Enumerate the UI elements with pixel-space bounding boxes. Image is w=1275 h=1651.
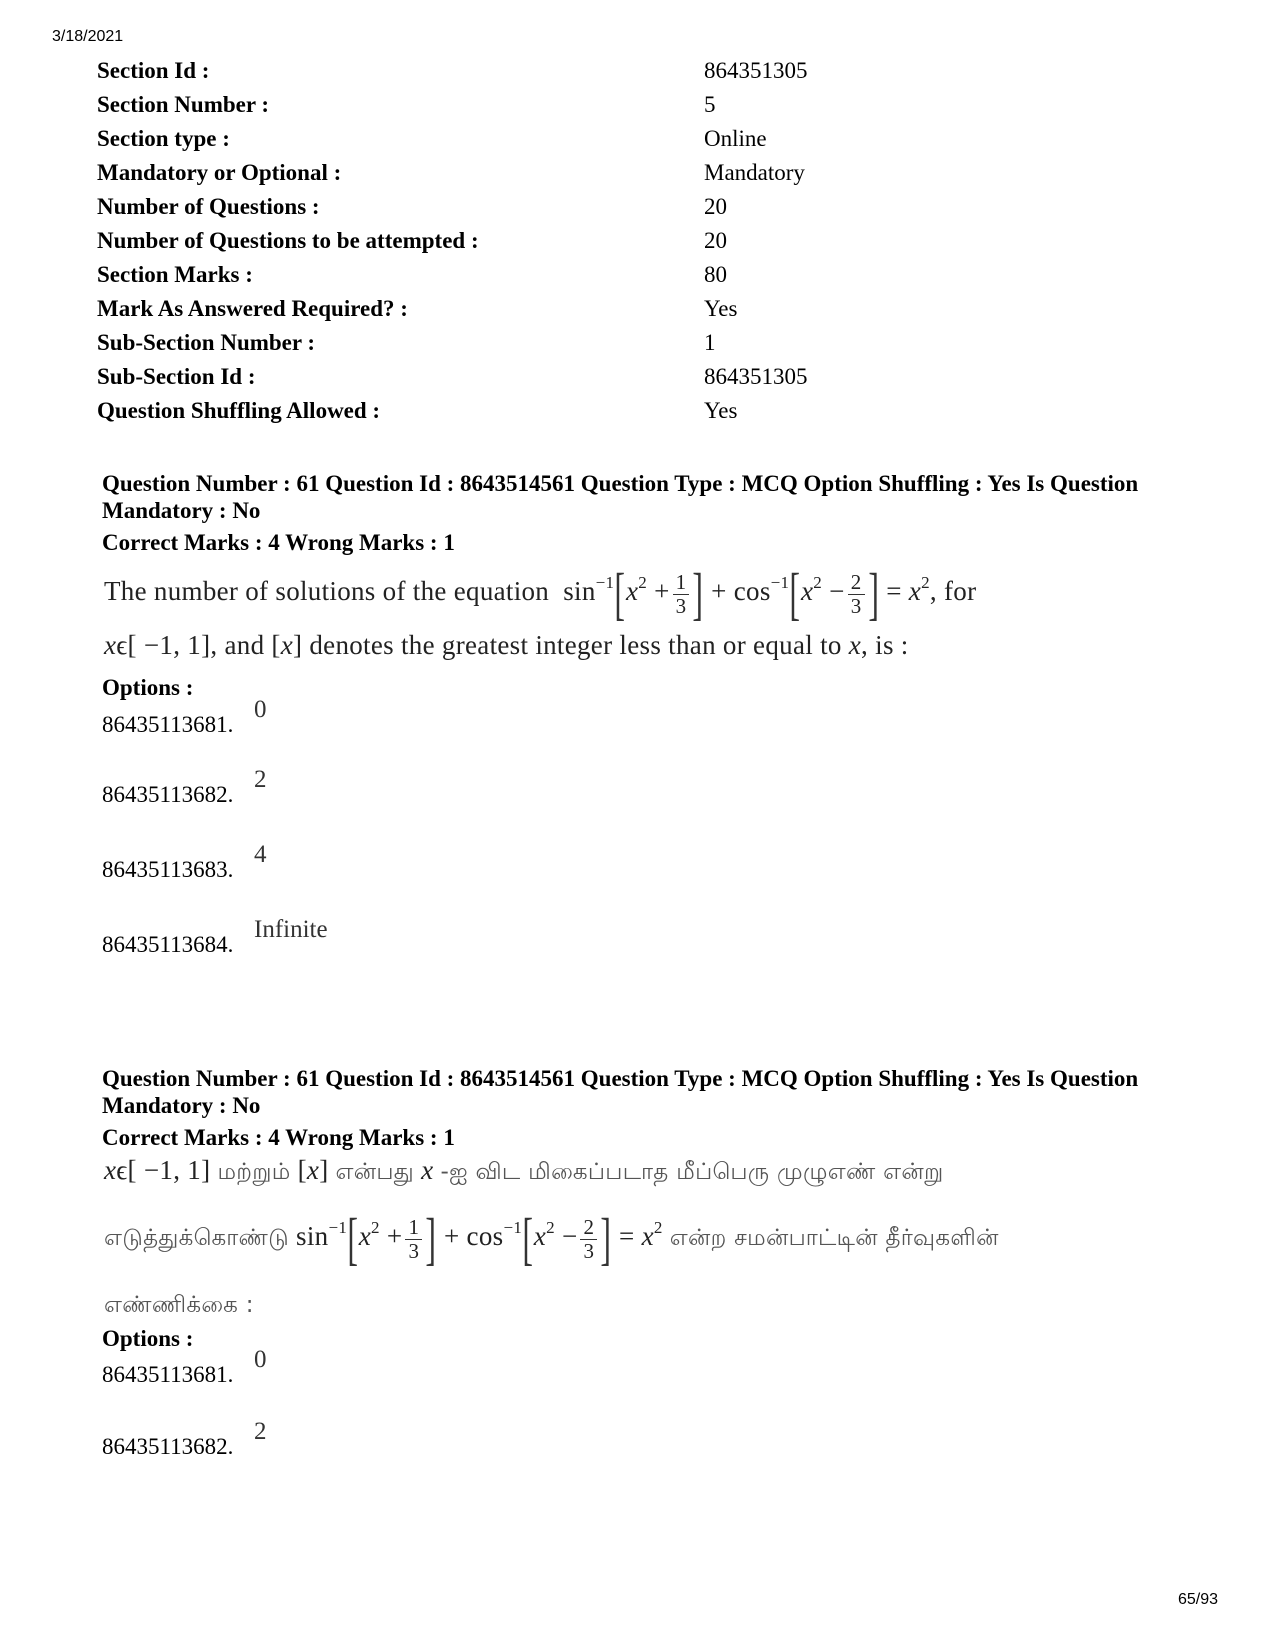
- math-bracket: ]: [600, 1206, 612, 1271]
- info-row-mark-answered: [97, 292, 857, 326]
- tamil-text: என்ற சமன்பாட்டின் தீர்வுகளின்: [669, 1225, 999, 1252]
- question-marks: Correct Marks : 4 Wrong Marks : 1: [102, 1125, 455, 1150]
- math-x: x: [641, 1221, 654, 1252]
- tamil-text-line-3: [104, 1288, 254, 1321]
- question-marks: Correct Marks : 4 Wrong Marks : 1: [102, 530, 455, 555]
- option-value: 2: [254, 766, 267, 793]
- math-x: x: [306, 1155, 320, 1185]
- info-label: Mandatory or Optional :: [97, 160, 342, 185]
- tamil-text-line-1: xϵ[ −1, 1] மற்றும் [x] என்பது x -ஐ விட மிகைப்படாத மீப்பெரு முழுஎண் என்று: [104, 1155, 944, 1185]
- math-numerator: 1: [405, 1216, 422, 1240]
- math-numerator: 2: [848, 571, 865, 595]
- info-row-num-attempt: [97, 224, 857, 258]
- option-id: 86435113683.: [102, 857, 234, 882]
- question-text: ] denotes the greatest integer less than or equal to: [293, 630, 842, 660]
- info-row-section-number: [97, 88, 857, 122]
- math-element-of: ϵ: [116, 630, 128, 660]
- tamil-text-line-2: [104, 1206, 999, 1271]
- option-item: [102, 1346, 267, 1388]
- math-bracket: ]: [425, 1206, 437, 1271]
- question-text: , for: [929, 576, 977, 607]
- math-denominator: 3: [408, 1238, 420, 1263]
- info-row-num-questions: [97, 190, 857, 224]
- tamil-text: என்பது: [335, 1159, 415, 1185]
- math-cos: cos: [733, 576, 771, 607]
- option-value: 0: [254, 1346, 267, 1373]
- info-label: Section Marks :: [97, 262, 253, 287]
- options-label: Options :: [102, 675, 194, 700]
- math-numerator: 2: [580, 1216, 597, 1240]
- math-fraction: [580, 1216, 597, 1263]
- info-row-subsection-number: [97, 326, 857, 360]
- info-row-section-id: [97, 54, 857, 88]
- math-x: x: [104, 1155, 117, 1185]
- question-header: Question Number : 61 Question Id : 8643514561 Question Type : MCQ Option Shuffling : Yes Is Question Mandatory : No: [102, 1066, 1139, 1118]
- math-square: 2: [371, 1218, 380, 1238]
- info-label: Question Shuffling Allowed :: [97, 398, 381, 423]
- math-cos: cos: [466, 1221, 504, 1252]
- math-denominator: 3: [675, 593, 687, 618]
- option-id: 86435113682.: [102, 782, 234, 807]
- info-value: Yes: [704, 296, 738, 321]
- info-value: 80: [704, 262, 727, 287]
- math-x: x: [625, 576, 639, 607]
- info-value: Mandatory: [704, 160, 805, 185]
- math-x: x: [848, 630, 862, 660]
- math-sin: sin: [296, 1221, 329, 1252]
- math-fraction: [405, 1216, 422, 1263]
- option-item: [102, 766, 267, 808]
- info-value: 20: [704, 194, 727, 219]
- info-label: Section Id :: [97, 58, 210, 83]
- math-inverse: −1: [770, 573, 790, 593]
- math-bracket: ]: [867, 561, 879, 626]
- math-bracket: ]: [692, 561, 704, 626]
- info-label: Number of Questions :: [97, 194, 320, 219]
- math-denominator: 3: [583, 1238, 595, 1263]
- page-number: 65/93: [1178, 1591, 1219, 1608]
- math-sin: sin: [563, 576, 596, 607]
- math-square: 2: [638, 573, 648, 593]
- info-row-mandatory: [97, 156, 857, 190]
- info-value: 1: [704, 330, 716, 355]
- info-label: Sub-Section Id :: [97, 364, 256, 389]
- section-info-table: [97, 54, 857, 428]
- math-square: 2: [546, 1218, 555, 1238]
- tamil-text: -ஐ விட மிகைப்படாத மீப்பெரு முழுஎண் என்று: [440, 1159, 944, 1185]
- question-text-line-1: [104, 561, 977, 626]
- info-row-shuffling: [97, 394, 857, 428]
- math-plus: +: [386, 1221, 403, 1252]
- question-header: Question Number : 61 Question Id : 8643514561 Question Type : MCQ Option Shuffling : Yes Is Question Mandatory : No: [102, 471, 1139, 523]
- math-minus: −: [829, 576, 845, 607]
- math-fraction: [673, 571, 690, 618]
- tamil-text: மற்றும்: [217, 1159, 291, 1185]
- math-denominator: 3: [850, 593, 862, 618]
- math-square: 2: [813, 573, 823, 593]
- math-bracket: [: [789, 561, 801, 626]
- option-item: [102, 1418, 267, 1460]
- math-x: x: [908, 576, 922, 607]
- math-x: x: [421, 1155, 434, 1185]
- question-text: [ −1, 1], and [: [127, 630, 281, 660]
- option-item: [102, 916, 328, 958]
- math-inverse: −1: [595, 573, 615, 593]
- question-text: The number of solutions of the equation: [104, 576, 550, 607]
- math-bracket: [: [614, 561, 626, 626]
- question-text: , is :: [861, 630, 909, 660]
- info-label: Sub-Section Number :: [97, 330, 316, 355]
- option-id: 86435113682.: [102, 1434, 234, 1459]
- tamil-text: எடுத்துக்கொண்டு: [104, 1225, 289, 1252]
- math-x: x: [358, 1221, 372, 1252]
- math-square: 2: [921, 573, 930, 593]
- math-plus: +: [654, 576, 670, 607]
- info-value: Yes: [704, 398, 738, 423]
- info-value: 864351305: [704, 58, 808, 83]
- option-id: 86435113681.: [102, 712, 234, 737]
- math-x: x: [800, 576, 814, 607]
- option-item: [102, 696, 267, 738]
- info-row-subsection-id: [97, 360, 857, 394]
- math-element-of: ϵ: [116, 1155, 128, 1185]
- math-inverse: −1: [328, 1218, 348, 1238]
- math-x: x: [104, 630, 117, 660]
- print-date: 3/18/2021: [52, 28, 124, 45]
- info-label: Section type :: [97, 126, 230, 151]
- math-inverse: −1: [503, 1218, 523, 1238]
- info-value: 864351305: [704, 364, 808, 389]
- option-value: Infinite: [254, 916, 328, 943]
- math-plus: +: [711, 576, 727, 607]
- math-numerator: 1: [673, 571, 690, 595]
- math-plus: +: [443, 1221, 460, 1252]
- info-value: 20: [704, 228, 727, 253]
- info-label: Section Number :: [97, 92, 270, 117]
- question-text-line-2: [104, 630, 909, 661]
- option-id: 86435113684.: [102, 932, 234, 957]
- options-label: Options :: [102, 1326, 194, 1351]
- math-interval: [ −1, 1]: [127, 1155, 211, 1185]
- math-equals: =: [618, 1221, 635, 1252]
- math-fraction: [848, 571, 865, 618]
- option-value: 0: [254, 696, 267, 723]
- option-value: 2: [254, 1418, 267, 1445]
- tamil-text: எண்ணிக்கை :: [104, 1292, 254, 1318]
- math-x: x: [533, 1221, 547, 1252]
- info-label: Mark As Answered Required? :: [97, 296, 408, 321]
- option-value: 4: [254, 841, 267, 868]
- option-item: [102, 841, 267, 883]
- math-square: 2: [653, 1218, 663, 1238]
- info-row-section-type: [97, 122, 857, 156]
- info-label: Number of Questions to be attempted :: [97, 228, 479, 253]
- math-bracket: [: [347, 1206, 359, 1271]
- info-value: 5: [704, 92, 716, 117]
- math-equals: =: [886, 576, 902, 607]
- math-x: x: [280, 630, 294, 660]
- math-bracket: [: [522, 1206, 534, 1271]
- info-row-section-marks: [97, 258, 857, 292]
- option-id: 86435113681.: [102, 1362, 234, 1387]
- info-value: Online: [704, 126, 767, 151]
- math-minus: −: [561, 1221, 578, 1252]
